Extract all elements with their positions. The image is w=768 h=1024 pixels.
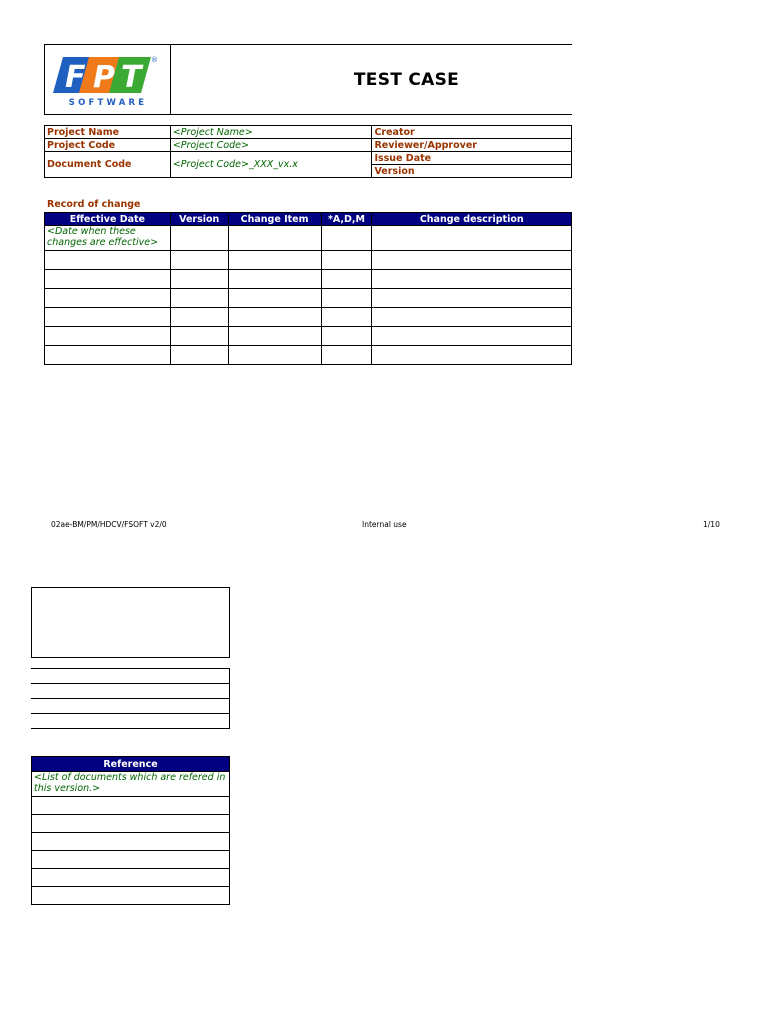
col-change-description: Change description xyxy=(372,213,572,226)
table-cell[interactable] xyxy=(372,270,572,289)
project-name-value[interactable]: <Project Name> xyxy=(170,126,372,139)
table-cell[interactable] xyxy=(170,289,228,308)
table-cell[interactable] xyxy=(170,346,228,365)
table-cell[interactable] xyxy=(45,308,171,327)
table-cell[interactable] xyxy=(372,327,572,346)
table-cell[interactable] xyxy=(45,327,171,346)
table-cell[interactable] xyxy=(321,327,372,346)
project-name-label: Project Name xyxy=(45,126,171,139)
table-cell[interactable] xyxy=(170,308,228,327)
col-effective-date: Effective Date xyxy=(45,213,171,226)
table-cell[interactable] xyxy=(372,226,572,251)
table-cell[interactable] xyxy=(170,270,228,289)
document-code-label: Document Code xyxy=(45,152,171,178)
table-row xyxy=(45,289,572,308)
table-cell[interactable] xyxy=(45,346,171,365)
table-cell[interactable] xyxy=(31,669,230,684)
footer-page-number: 1/10 xyxy=(703,520,720,529)
effective-date-cell[interactable]: <Date when these changes are effective> xyxy=(45,226,171,251)
table-cell[interactable] xyxy=(31,714,230,729)
table-cell[interactable] xyxy=(321,346,372,365)
table-cell[interactable] xyxy=(228,346,321,365)
svg-text:®: ® xyxy=(151,56,158,64)
project-info-table xyxy=(44,125,572,178)
table-row xyxy=(45,327,572,346)
reference-header: Reference xyxy=(32,757,230,772)
svg-text:P: P xyxy=(93,60,115,95)
table-cell[interactable] xyxy=(228,289,321,308)
record-of-change-title: Record of change xyxy=(47,199,141,210)
issue-date-label: Issue Date xyxy=(372,152,572,165)
table-cell[interactable] xyxy=(228,251,321,270)
col-version: Version xyxy=(170,213,228,226)
table-cell[interactable] xyxy=(31,699,230,714)
table-cell[interactable] xyxy=(228,308,321,327)
svg-text:F: F xyxy=(65,60,86,95)
svg-text:T: T xyxy=(121,60,142,95)
table-cell[interactable] xyxy=(170,327,228,346)
table-cell[interactable] xyxy=(321,251,372,270)
table-cell[interactable] xyxy=(45,251,171,270)
reference-first-row[interactable]: <List of documents which are refered in this version.> xyxy=(32,772,230,797)
table-cell[interactable] xyxy=(228,270,321,289)
table-cell[interactable] xyxy=(32,869,230,887)
reference-table xyxy=(31,756,230,905)
table-cell[interactable] xyxy=(170,251,228,270)
table-row xyxy=(45,270,572,289)
table-cell[interactable] xyxy=(45,289,171,308)
table-row xyxy=(45,308,572,327)
project-code-label: Project Code xyxy=(45,139,171,152)
footer-internal-use: Internal use xyxy=(362,520,407,529)
table-cell[interactable] xyxy=(32,887,230,905)
info-lines-continued xyxy=(31,668,230,729)
table-cell[interactable] xyxy=(321,270,372,289)
logo-cell xyxy=(45,45,171,114)
reviewer-label: Reviewer/Approver xyxy=(372,139,572,152)
table-cell[interactable] xyxy=(321,308,372,327)
record-of-change-table xyxy=(44,212,572,365)
page-title: TEST CASE xyxy=(353,69,460,90)
table-cell[interactable] xyxy=(32,815,230,833)
document-code-value[interactable]: <Project Code>_XXX_vx.x xyxy=(170,152,372,178)
footer-doc-code: 02ae-BM/PM/HDCV/FSOFT v2/0 xyxy=(51,520,167,529)
col-adm: *A,D,M xyxy=(321,213,372,226)
table-cell[interactable] xyxy=(170,226,228,251)
project-code-value[interactable]: <Project Code> xyxy=(170,139,372,152)
table-cell[interactable] xyxy=(31,684,230,699)
table-cell[interactable] xyxy=(228,327,321,346)
table-cell[interactable] xyxy=(372,308,572,327)
table-row xyxy=(45,251,572,270)
table-cell[interactable] xyxy=(372,251,572,270)
table-header-row xyxy=(45,213,572,226)
table-cell[interactable] xyxy=(32,833,230,851)
table-row xyxy=(45,226,572,251)
table-cell[interactable] xyxy=(228,226,321,251)
table-cell[interactable] xyxy=(45,270,171,289)
table-cell[interactable] xyxy=(32,851,230,869)
table-cell[interactable] xyxy=(321,226,372,251)
document-header xyxy=(44,44,572,115)
creator-label: Creator xyxy=(372,126,572,139)
col-change-item: Change Item xyxy=(228,213,321,226)
table-cell[interactable] xyxy=(32,797,230,815)
table-cell[interactable] xyxy=(372,289,572,308)
table-cell[interactable] xyxy=(372,346,572,365)
header-box-continued xyxy=(31,587,230,658)
logo-wordmark: SOFTWARE xyxy=(68,98,148,108)
table-row xyxy=(45,346,572,365)
version-label: Version xyxy=(372,165,572,178)
table-cell[interactable] xyxy=(321,289,372,308)
